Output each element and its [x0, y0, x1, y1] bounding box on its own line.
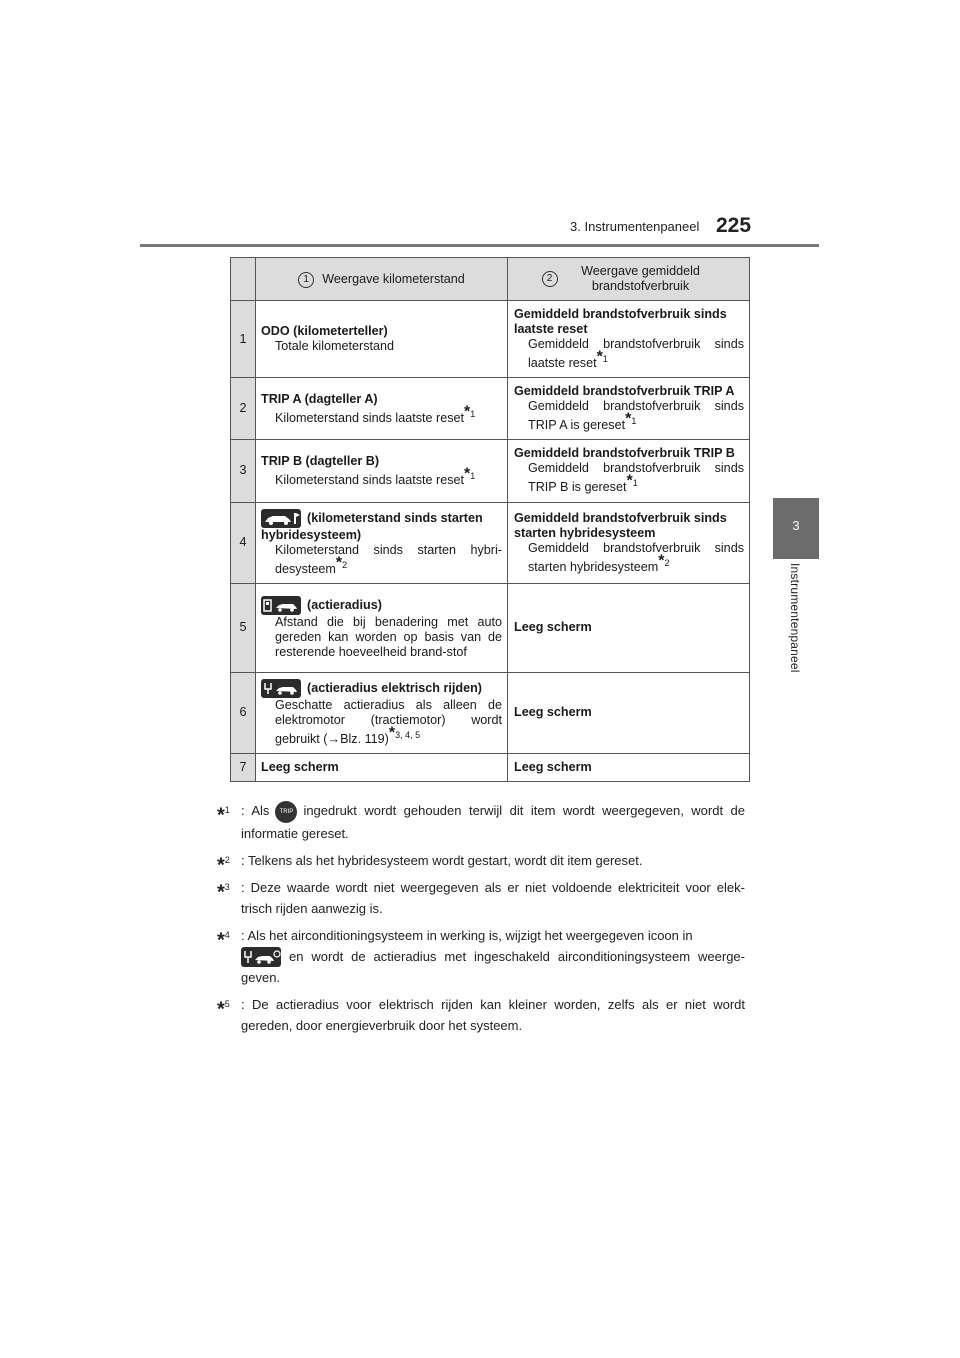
cell-title: Gemiddeld brandstofverbruik sinds laatste reset: [514, 307, 727, 336]
footnote: [217, 877, 745, 919]
ac-electric-range-icon: [241, 947, 281, 967]
table-row: [231, 672, 750, 753]
footnote-ref: 1: [470, 408, 476, 419]
table-row: [231, 440, 750, 502]
car-hybrid-system-icon: [261, 509, 301, 528]
cell-title: Leeg scherm: [514, 620, 592, 635]
footnote-star: *: [464, 403, 471, 421]
footnote-star: *: [626, 472, 633, 490]
cell-title: Leeg scherm: [261, 759, 339, 774]
footnote-star: *: [658, 552, 665, 570]
circled-number: 1: [298, 272, 314, 288]
footnote: [217, 925, 745, 989]
odometer-cell: [256, 301, 508, 378]
footnote-star: *: [335, 554, 343, 572]
fuel-consumption-cell: [508, 440, 750, 502]
trip-button-icon: TRIP: [275, 801, 297, 823]
page-number: 225: [716, 214, 752, 237]
footnote-star: *: [464, 465, 471, 483]
odometer-cell: [256, 583, 508, 672]
cell-title: ODO (kilometerteller): [261, 324, 388, 339]
row-number: 4: [231, 502, 256, 583]
header-col-2-label: Weergave gemiddeld brandstofverbruik: [581, 264, 700, 293]
footnote: [217, 850, 745, 876]
row-number: 7: [231, 753, 256, 781]
header-corner-cell: [231, 258, 256, 301]
footnote-star: *: [596, 348, 603, 366]
footnote-ref: 3, 4, 5: [395, 729, 421, 740]
table-header-row: [231, 258, 750, 301]
footnote-marker: *$^1$: [217, 804, 230, 827]
header-col-1: [256, 258, 508, 301]
fuel-consumption-cell: [508, 672, 750, 753]
cell-title: (actieradius elektrisch rijden): [307, 680, 482, 695]
cell-title: Gemiddeld brandstofverbruik TRIP A: [514, 384, 735, 399]
table-row: [231, 378, 750, 440]
cell-title: (actieradius): [307, 597, 382, 612]
footnote-text: en wordt de actieradius met ingeschakeld airconditioningsysteem weerge-geven.: [241, 948, 745, 986]
row-number: 3: [231, 440, 256, 502]
header-col-1-label: Weergave kilometerstand: [322, 272, 465, 286]
cell-description: Gemiddeld brandstofverbruik sinds laatste reset: [528, 337, 744, 371]
footnotes: [217, 800, 745, 1042]
table-row: [231, 502, 750, 583]
row-number: 6: [231, 672, 256, 753]
cell-description: Kilometerstand sinds starten hybri-desysteem: [275, 542, 502, 576]
footnote-ref: 2: [342, 559, 348, 570]
table-row: [231, 301, 750, 378]
odometer-cell: [256, 502, 508, 583]
fuel-consumption-cell: [508, 301, 750, 378]
footnote-marker: *$^2$: [217, 853, 230, 876]
cell-description: Gemiddeld brandstofverbruik sinds TRIP B is gereset: [528, 461, 744, 495]
footnote: [217, 800, 745, 844]
odometer-cell: [256, 440, 508, 502]
footnote-ref: 1: [602, 354, 608, 364]
cell-description: Afstand die bij benadering met auto gereden kan worden op basis van de resterende hoeveelheid brand-stof: [275, 614, 502, 659]
footnote-text: ingedrukt wordt gehouden terwijl dit item wordt weergegeven, wordt de informatie gereset.: [241, 803, 745, 841]
footnote-text: : Telkens als het hybridesysteem wordt gestart, wordt dit item gereset.: [241, 852, 643, 868]
footnote-text: : Als: [241, 803, 270, 818]
cell-title: Gemiddeld brandstofverbruik sinds starten hybridesysteem: [514, 510, 727, 540]
fuel-consumption-cell: [508, 502, 750, 583]
footnote-ref: 1: [632, 478, 638, 489]
display-items-table: [230, 257, 750, 782]
cell-description: Gemiddeld brandstofverbruik sinds TRIP A is gereset: [528, 399, 744, 433]
row-number: 1: [231, 301, 256, 378]
footnote-text: : Deze waarde wordt niet weergegeven als er niet voldoende elektriciteit voor elek-trisch rijden aanwezig is.: [241, 879, 745, 916]
cell-description: Geschatte actieradius als alleen de elektromotor (tractiemotor) wordt gebruikt (→Blz. 119): [275, 697, 502, 746]
footnote-ref: 2: [664, 557, 670, 568]
odometer-cell: [256, 378, 508, 440]
cell-title: TRIP A (dagteller A): [261, 391, 378, 406]
fuel-range-icon: [261, 596, 301, 615]
fuel-consumption-cell: [508, 583, 750, 672]
cell-description: Kilometerstand sinds laatste reset: [275, 410, 464, 425]
odometer-cell: [256, 672, 508, 753]
footnote-text: : De actieradius voor elektrisch rijden kan kleiner worden, zelfs als er niet wordt gereden, door energieverbruik door het systeem.: [241, 997, 745, 1034]
cell-title: Leeg scherm: [514, 759, 592, 774]
cell-description: Kilometerstand sinds laatste reset: [275, 473, 464, 488]
cell-title: TRIP B (dagteller B): [261, 453, 380, 468]
footnote: [217, 994, 745, 1036]
table-row: [231, 583, 750, 672]
fuel-consumption-cell: [508, 753, 750, 781]
row-number: 2: [231, 378, 256, 440]
odometer-cell: [256, 753, 508, 781]
cell-description: Gemiddeld brandstofverbruik sinds starten hybridesysteem: [528, 540, 744, 574]
footnote-marker: *$^5$: [217, 998, 230, 1021]
chapter-label: Instrumentenpaneel: [788, 563, 802, 673]
cell-title: Gemiddeld brandstofverbruik TRIP B: [514, 446, 735, 461]
header-col-2: [508, 258, 750, 301]
footnote-marker: *$^3$: [217, 880, 230, 903]
footnote-star: *: [625, 410, 632, 428]
footnote-ref: 1: [470, 470, 476, 481]
chapter-number: 3: [792, 518, 800, 533]
cell-description: Totale kilometerstand: [275, 339, 395, 354]
section-title: 3. Instrumentenpaneel: [570, 219, 700, 234]
footnote-text: : Als het airconditioningsysteem in werking is, wijzigt het weergegeven icoon in: [241, 927, 693, 943]
cell-title: Leeg scherm: [514, 705, 592, 720]
cell-title: (kilometerstand sinds starten hybridesysteem): [261, 510, 483, 542]
fuel-consumption-cell: [508, 378, 750, 440]
row-number: 5: [231, 583, 256, 672]
footnote-ref: 1: [631, 416, 637, 427]
header-divider: [140, 244, 819, 247]
electric-range-icon: [261, 679, 301, 698]
circled-number: 2: [542, 271, 558, 287]
footnote-star: *: [388, 724, 396, 742]
table-row: [231, 753, 750, 781]
chapter-tab: [773, 498, 819, 559]
footnote-marker: *$^4$: [217, 928, 230, 951]
